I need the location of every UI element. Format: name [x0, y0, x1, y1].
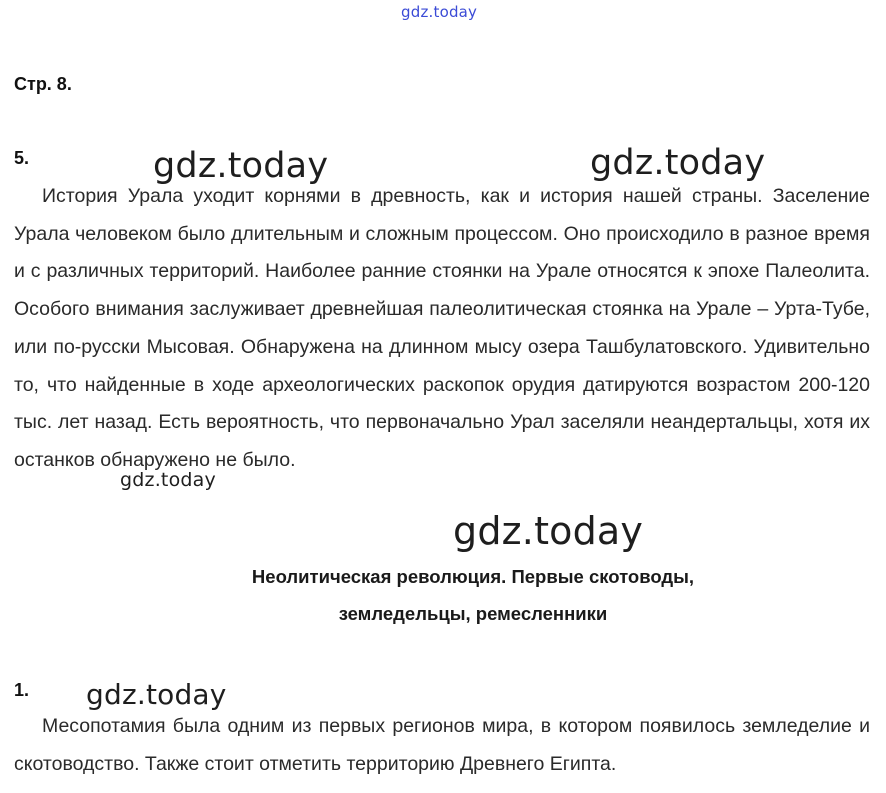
watermark-1: gdz.today: [153, 146, 329, 186]
watermark-3: gdz.today: [120, 469, 216, 491]
page-reference: Стр. 8.: [14, 74, 72, 94]
task-5-paragraph: История Урала уходит корнями в древность, как и история нашей страны. Заселение Урала человеком было длительным и сложным процессом. Оно происходило в разное время и с различных территорий. Наиболее ранние стоянки на Урале относятся к эпохе Палеолита. Особого внимания заслуживает древнейшая палеолитическая стоянка на Урале – Урта-Тубе, или по-русски Мысовая. Обнаружена на длинном мысу озера Ташбулатовского. Удивительно то, что найденные в ходе археологических раскопок орудия датируются возрастом 200-120 тыс. лет назад. Есть вероятность, что первоначально Урал заселяли неандертальцы, хотя их останков обнаружено не было.: [14, 185, 870, 471]
watermark-4: gdz.today: [453, 509, 644, 553]
watermark-top: gdz.today: [401, 3, 478, 21]
watermark-2: gdz.today: [590, 143, 766, 183]
section-heading-line-2: земледельцы, ремесленники: [338, 603, 608, 624]
task-1-paragraph: Месопотамия была одним из первых регионов мира, в котором появилось земледелие и скотоводство. Также стоит отметить территорию Древнего Египта.: [14, 715, 870, 775]
section-heading-line-1: Неолитическая революция. Первые скотоводы,: [251, 566, 695, 587]
task-1-number: 1.: [14, 680, 30, 700]
task-5-number: 5.: [14, 148, 30, 168]
watermark-5: gdz.today: [86, 678, 227, 711]
